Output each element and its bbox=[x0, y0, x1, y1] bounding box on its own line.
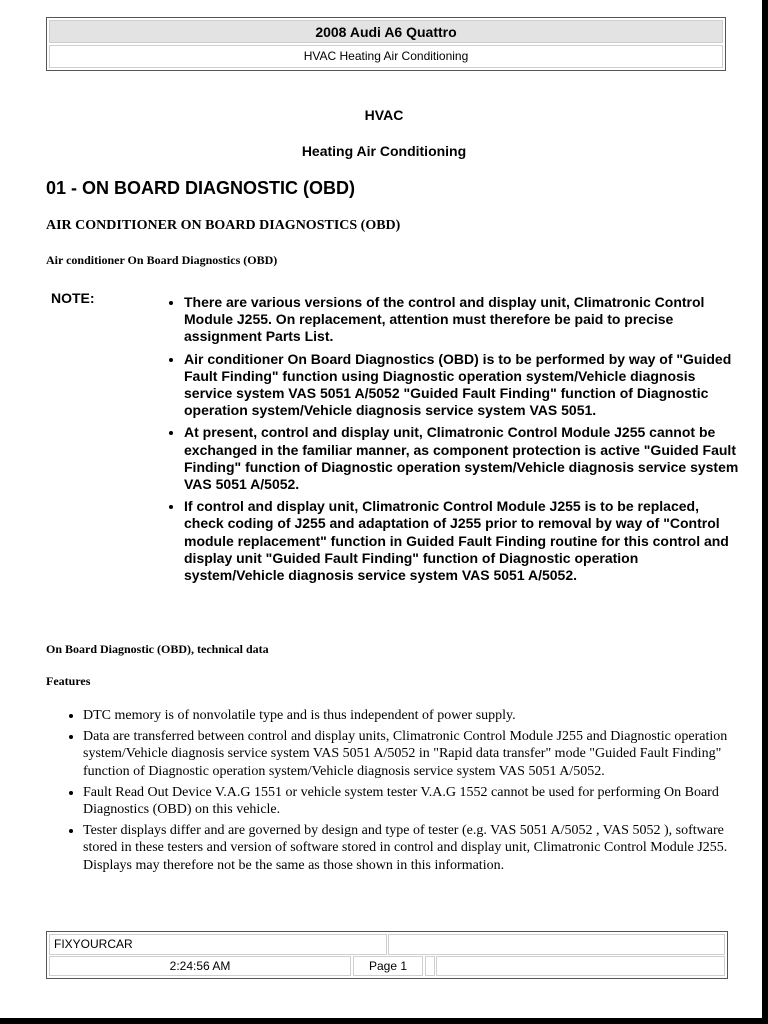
feature-item: • Tester displays differ and are governed by design and type of tester (e.g. VAS 5051 A/5052 , VAS 5052 ), software stored in these testers and version of software stored in control and display unit, Climatronic Control Module J255. Displays may therefore not be the same as those shown in this information. bbox=[83, 822, 743, 874]
footer-time: 2:24:56 AM bbox=[49, 956, 351, 976]
footer-empty-cell bbox=[436, 956, 725, 976]
section-subtitle: HVAC Heating Air Conditioning bbox=[49, 45, 723, 68]
subsection-heading: Heating Air Conditioning bbox=[301, 143, 467, 159]
footer-page: Page 1 bbox=[353, 956, 423, 976]
footer-table bbox=[46, 931, 728, 979]
section-heading: HVAC bbox=[364, 107, 404, 123]
technical-data-heading: On Board Diagnostic (OBD), technical data bbox=[46, 642, 269, 656]
note-item: • Air conditioner On Board Diagnostics (OBD) is to be performed by way of "Guided Fault Finding" function using Diagnostic operation system/Vehicle diagnosis service system VAS 5051 A/5052 "Guided Fault Finding" function of Diagnostic operation system/Vehicle diagnosis service system VAS 5051. bbox=[184, 351, 740, 420]
feature-item: • Fault Read Out Device V.A.G 1551 or vehicle system tester V.A.G 1552 cannot be used for performing On Board Diagnostics (OBD) on this vehicle. bbox=[83, 784, 743, 818]
feature-item: • Data are transferred between control and display units, Climatronic Control Module J255 and Diagnostic operation system/Vehicle diagnosis service system VAS 5051 A/5052 in "Rapid data transfer" mode "Guided Fault Finding" function of Diagnostic operation system/Vehicle diagnosis service system VAS 5051 A/5052. bbox=[83, 728, 743, 780]
note-item: • There are various versions of the control and display unit, Climatronic Control Module J255. On replacement, attention must therefore be paid to precise assignment Parts List. bbox=[184, 294, 740, 346]
header-table bbox=[46, 17, 726, 71]
sub-heading: Air conditioner On Board Diagnostics (OBD) bbox=[46, 253, 278, 267]
vehicle-title: 2008 Audi A6 Quattro bbox=[49, 20, 723, 43]
chapter-title: 01 - ON BOARD DIAGNOSTIC (OBD) bbox=[46, 178, 356, 198]
note-list bbox=[168, 294, 740, 589]
footer-empty-cell bbox=[388, 934, 725, 955]
feature-item: • DTC memory is of nonvolatile type and is thus independent of power supply. bbox=[83, 707, 743, 724]
note-label: NOTE: bbox=[51, 290, 95, 306]
features-heading: Features bbox=[46, 674, 91, 688]
note-item: • If control and display unit, Climatronic Control Module J255 is to be replaced, check coding of J255 and adaptation of J255 prior to removal by way of "Control module replacement" function in Guided Fault Finding routine for this control and display unit "Guided Fault Finding" function of Diagnostic operation system/Vehicle diagnosis service system VAS 5051 A/5052. bbox=[184, 498, 740, 584]
note-item: • At present, control and display unit, Climatronic Control Module J255 cannot be exchanged in the familiar manner, as component protection is active "Guided Fault Finding" function of Diagnostic operation system/Vehicle diagnosis service system VAS 5051 A/5052. bbox=[184, 424, 740, 493]
main-heading: AIR CONDITIONER ON BOARD DIAGNOSTICS (OBD) bbox=[46, 218, 401, 233]
footer-source: FIXYOURCAR bbox=[49, 934, 387, 955]
footer-spacer-cell bbox=[425, 956, 435, 976]
features-list bbox=[66, 707, 743, 878]
